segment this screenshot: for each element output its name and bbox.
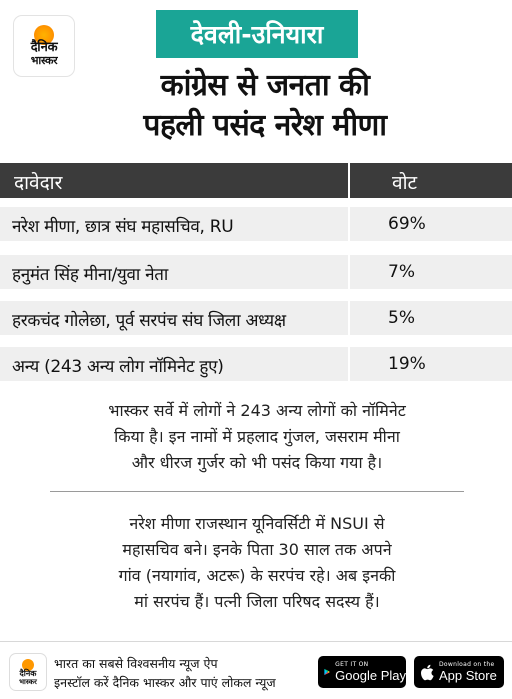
table-row (0, 255, 512, 289)
google-play-small-label: GET IT ON (335, 661, 369, 668)
footer-logo-line-2: भास्कर (19, 677, 37, 686)
candidate-bio-line: नरेश मीणा राजस्थान यूनिवर्सिटी में NSUI से (129, 514, 385, 533)
region-tag: देवली-उनियारा (156, 10, 358, 58)
logo-line-2: भास्कर (30, 54, 58, 67)
headline-line-1: कांग्रेस से जनता की (160, 68, 370, 103)
apple-icon (420, 664, 434, 681)
column-divider (348, 347, 350, 381)
footer-logo-line-1: दैनिक (19, 668, 37, 678)
app-store-button[interactable] (414, 656, 504, 688)
footer-text (54, 654, 276, 692)
app-promo-footer (0, 641, 512, 699)
headline-line-2: पहली पसंद नरेश मीणा (143, 108, 387, 143)
google-play-label: Google Play (335, 668, 406, 683)
vote-percent: 19% (388, 354, 426, 374)
candidate-bio-line: महासचिव बने। इनके पिता 30 साल तक अपने (122, 540, 392, 559)
vote-percent: 7% (388, 262, 415, 282)
table-header (0, 163, 512, 198)
candidate-name: हनुमंत सिंह मीना/युवा नेता (12, 265, 169, 285)
google-play-icon (324, 663, 330, 681)
survey-note (60, 398, 454, 476)
app-store-small-label: Download on the (439, 661, 495, 668)
section-divider (50, 491, 464, 492)
survey-note-line: और धीरज गुर्जर को भी पसंद किया गया है। (131, 453, 383, 472)
candidate-name: अन्य (243 अन्य लोग नॉमिनेट हुए) (12, 357, 224, 377)
header-vote: वोट (392, 172, 418, 194)
footer-install-text: इनस्टॉल करें दैनिक भास्कर और पाएं लोकल न्यूज (54, 675, 276, 690)
column-divider (348, 207, 350, 241)
footer-logo (10, 654, 46, 690)
table-row (0, 207, 512, 241)
candidate-bio-line: गांव (नयागांव, अटरू) के सरपंच रहे। अब इनकी (118, 566, 396, 585)
app-store-label: App Store (439, 668, 497, 683)
table-row (0, 347, 512, 381)
candidate-bio-line: मां सरपंच हैं। पत्नी जिला परिषद सदस्य हैं। (134, 592, 380, 611)
header-candidate: दावेदार (14, 172, 63, 194)
column-divider (348, 255, 350, 289)
column-divider (348, 163, 350, 198)
column-divider (348, 301, 350, 335)
candidate-bio (60, 511, 454, 615)
vote-percent: 5% (388, 308, 415, 328)
logo-line-1: दैनिक (30, 40, 58, 55)
table-row (0, 301, 512, 335)
survey-note-line: भास्कर सर्वे में लोगों ने 243 अन्य लोगों को नॉमिनेट (108, 401, 406, 420)
survey-note-line: किया है। इन नामों में प्रहलाद गुंजल, जसराम मीना (114, 427, 400, 446)
vote-percent: 69% (388, 214, 426, 234)
footer-tagline: भारत का सबसे विश्वसनीय न्यूज ऐप (54, 656, 218, 671)
candidate-name: नरेश मीणा, छात्र संघ महासचिव, RU (12, 217, 234, 237)
google-play-button[interactable] (318, 656, 406, 688)
headline (60, 66, 470, 146)
candidate-name: हरकचंद गोलेछा, पूर्व सरपंच संघ जिला अध्यक्ष (12, 311, 286, 331)
